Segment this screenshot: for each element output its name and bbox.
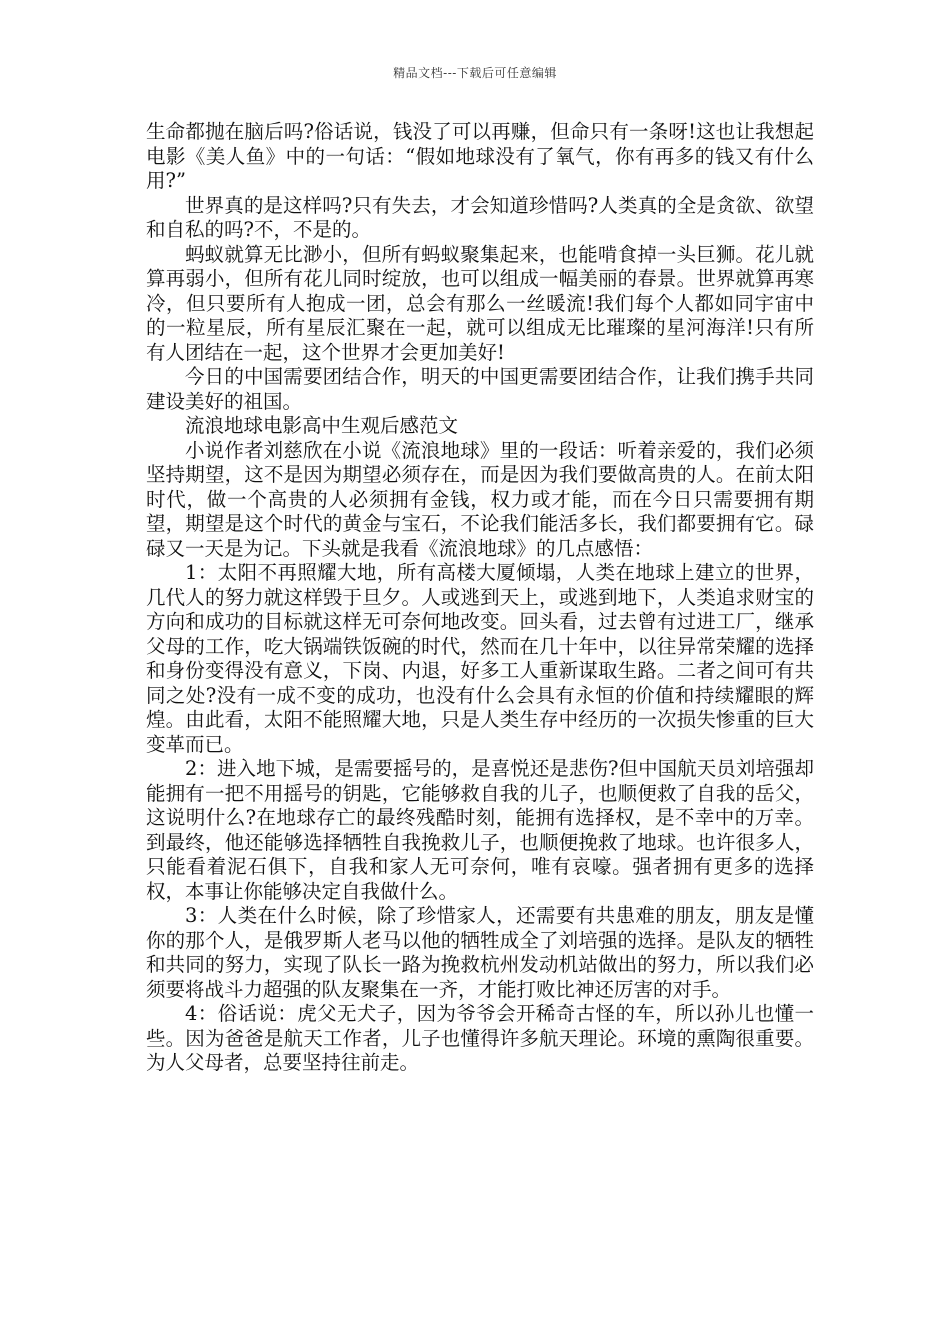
paragraph-point-2: 2：进入地下城，是需要摇号的，是喜悦还是悲伤?但中国航天员刘培强却能拥有一把不用摇号的钥匙，它能够救自我的儿子，也顺便救了自我的岳父，这说明什么?在地球存亡的最终残酷时刻，能拥有选择权，是不幸中的万幸。到最终，他还能够选择牺牲自我挽救儿子，也顺便挽救了地球。也许很多人，只能看着泥石俱下，自我和家人无可奈何，唯有哀嚎。强者拥有更多的选择权，本事让你能够决定自我做什么。 (146, 757, 814, 903)
paragraph: 蚂蚁就算无比渺小，但所有蚂蚁聚集起来，也能啃食掉一头巨狮。花儿就算再弱小，但所有花儿同时绽放，也可以组成一幅美丽的春景。世界就算再寒冷，但只要所有人抱成一团，总会有那么一丝暖流!我们每个人都如同宇宙中的一粒星辰，所有星辰汇聚在一起，就可以组成无比璀璨的星河海洋!只有所有人团结在一起，这个世界才会更加美好! (146, 242, 814, 364)
paragraph: 今日的中国需要团结合作，明天的中国更需要团结合作，让我们携手共同建设美好的祖国。 (146, 365, 814, 413)
paragraph-point-4: 4：俗话说：虎父无犬子，因为爷爷会开稀奇古怪的车，所以孙儿也懂一些。因为爸爸是航天工作者，儿子也懂得许多航天理论。环境的熏陶很重要。为人父母者，总要坚持往前走。 (146, 1002, 814, 1074)
paragraph-point-1: 1：太阳不再照耀大地，所有高楼大厦倾塌，人类在地球上建立的世界，几代人的努力就这样毁于旦夕。人或逃到天上，或逃到地下，人类追求财宝的方向和成功的目标就这样无可奈何地改变。回头看，过去曾有过进工厂，继承父母的工作，吃大锅端铁饭碗的时代，然而在几十年中，以往异常荣耀的选择和身份变得没有意义，下岗、内退，好多工人重新谋取生路。二者之间可有共同之处?没有一成不变的成功，也没有什么会具有永恒的价值和持续耀眼的辉煌。由此看，太阳不能照耀大地，只是人类生存中经历的一次损失惨重的巨大变革而已。 (146, 561, 814, 756)
paragraph-point-3: 3：人类在什么时候，除了珍惜家人，还需要有共患难的朋友，朋友是懂你的那个人，是俄罗斯人老马以他的牺牲成全了刘培强的选择。是队友的牺牲和共同的努力，实现了队长一路为挽救杭州发动机站做出的努力，所以我们必须要将战斗力超强的队友聚集在一齐，才能打败比神还厉害的对手。 (146, 904, 814, 1001)
document-body (146, 120, 814, 1076)
page-header: 精品文档---下载后可任意编辑 (393, 66, 557, 80)
section-title: 流浪地球电影高中生观后感范文 (185, 414, 459, 437)
paragraph: 世界真的是这样吗?只有失去，才会知道珍惜吗?人类真的全是贪欲、欲望和自私的吗?不，不是的。 (146, 193, 814, 241)
paragraph: 小说作者刘慈欣在小说《流浪地球》里的一段话：听着亲爱的，我们必须坚持期望，这不是因为期望必须存在，而是因为我们要做高贵的人。在前太阳时代，做一个高贵的人必须拥有金钱，权力或才能，而在今日只需要拥有期望，期望是这个时代的黄金与宝石，不论我们能活多长，我们都要拥有它。碌碌又一天是为记。下头就是我看《流浪地球》的几点感悟： (146, 438, 814, 560)
paragraph-continuation: 生命都抛在脑后吗?俗话说，钱没了可以再赚，但命只有一条呀!这也让我想起电影《美人鱼》中的一句话：“假如地球没有了氧气，你有再多的钱又有什么用?” (146, 120, 814, 192)
